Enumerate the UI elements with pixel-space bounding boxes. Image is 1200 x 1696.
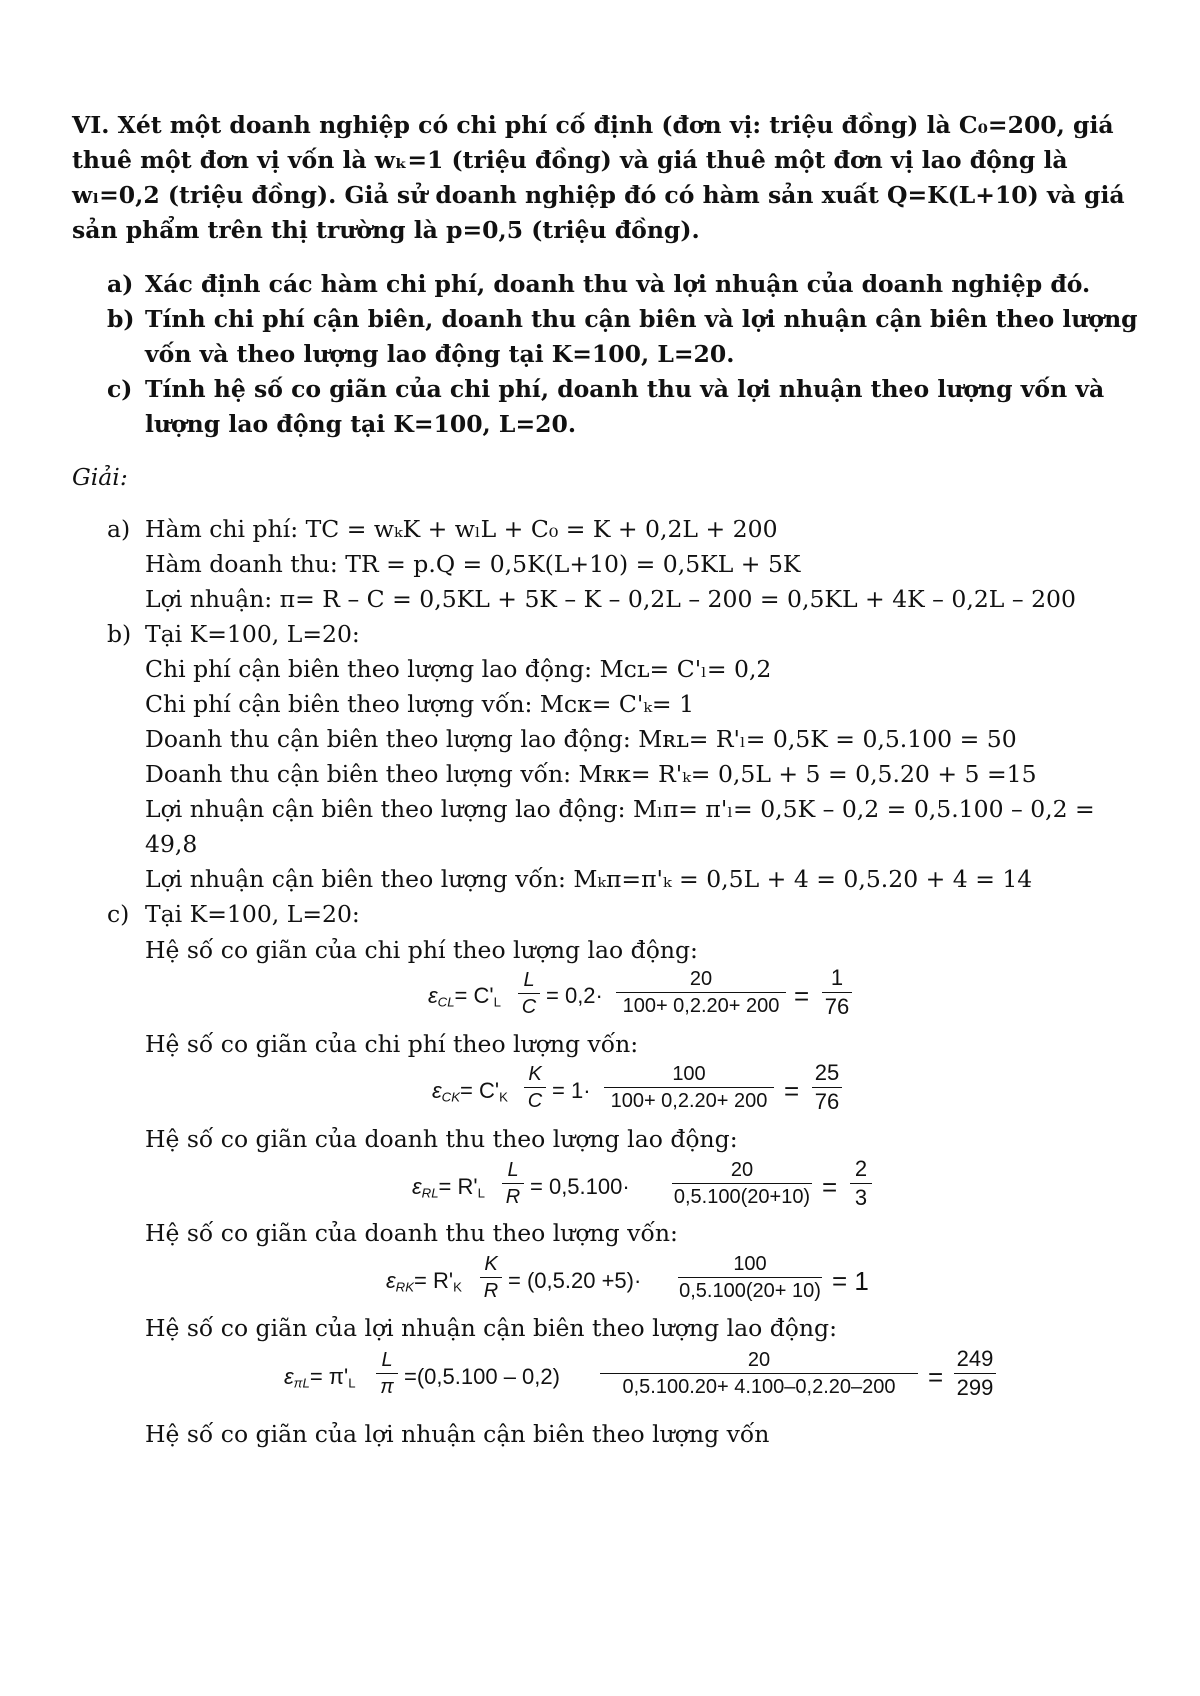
elasticity-revenue-capital-title: Hệ số co giãn của doanh thu theo lượng vốn:	[145, 1219, 678, 1247]
question-b-text-2: vốn và theo lượng lao động tại K=100, L=20.	[145, 340, 735, 368]
equals-sign: =	[822, 1172, 838, 1202]
elasticity-profit-labor-title: Hệ số co giãn của lợi nhuận cận biên theo lượng lao động:	[145, 1314, 838, 1342]
question-a-label: a)	[107, 270, 134, 298]
ratio-fraction: $\frac{L}{R}$	[502, 1160, 524, 1207]
equals-sign: =	[794, 981, 810, 1011]
formula-coefficient: =(0,5.100 – 0,2)	[404, 1364, 560, 1389]
value-fraction: $\frac{20}{0,5.100.20+ 4.100-0,2.20-200}$	[600, 1350, 918, 1397]
value-fraction: $\frac{20}{0,5.100(20+10)}$	[673, 1159, 811, 1208]
formula-coefficient: = 0,2·	[546, 983, 603, 1008]
formula-lhs: $\varepsilon_{\pi L}= \pi'_L$	[284, 1364, 356, 1391]
value-fraction: $\frac{100}{100+ 0,2.20+ 200}$	[604, 1064, 774, 1111]
elasticity-cost-capital-title: Hệ số co giãn của chi phí theo lượng vốn:	[145, 1030, 639, 1058]
elasticity-profit-capital-title: Hệ số co giãn của lợi nhuận cận biên theo lượng vốn	[145, 1420, 770, 1448]
solution-a-label: a)	[107, 515, 131, 543]
elasticity-cost-labor-title: Hệ số co giãn của chi phí theo lượng lao động:	[145, 936, 698, 964]
ratio-fraction: $\frac{L}{\pi}$	[376, 1350, 398, 1397]
result-fraction: $\frac{249}{299}$	[954, 1348, 996, 1399]
formula-coefficient: = 0,5.100·	[530, 1174, 630, 1199]
profit-function: Lợi nhuận: π= R – C = 0,5KL + 5K – K – 0,2L – 200 = 0,5KL + 4K – 0,2L – 200	[145, 585, 1076, 613]
formula-lhs: $\varepsilon_{RK}= R'_K$	[386, 1268, 462, 1295]
result-fraction: $\frac{2}{3}$	[850, 1158, 872, 1209]
ratio-fraction: $\frac{K}{R}$	[480, 1254, 502, 1301]
formula-coefficient: = (0,5.20 +5)·	[508, 1268, 642, 1293]
marginal-revenue-labor: Doanh thu cận biên theo lượng lao động: Mʀʟ= R'ₗ= 0,5K = 0,5.100 = 50	[145, 725, 1017, 753]
equals-sign: =	[784, 1076, 800, 1106]
solution-b-intro: Tại K=100, L=20:	[145, 620, 360, 648]
marginal-profit-labor-cont: 49,8	[145, 830, 198, 858]
solution-heading: Giải:	[72, 463, 128, 491]
cost-function: Hàm chi phí: TC = wₖK + wₗL + C₀ = K + 0,2L + 200	[145, 515, 778, 543]
formula-lhs: $\varepsilon_{RL}= R'_L$	[412, 1174, 485, 1201]
equals-sign: =	[928, 1362, 944, 1392]
marginal-profit-capital: Lợi nhuận cận biên theo lượng vốn: Mₖπ=π'ₖ = 0,5L + 4 = 0,5.20 + 4 = 14	[145, 865, 1033, 893]
revenue-function: Hàm doanh thu: TR = p.Q = 0,5K(L+10) = 0,5KL + 5K	[145, 550, 801, 578]
question-c-text-2: lượng lao động tại K=100, L=20.	[145, 410, 577, 438]
value-fraction: $\frac{100}{0,5.100(20+ 10)}$	[679, 1253, 821, 1302]
elasticity-revenue-labor-title: Hệ số co giãn của doanh thu theo lượng lao động:	[145, 1125, 738, 1153]
marginal-cost-capital: Chi phí cận biên theo lượng vốn: Mᴄᴋ= C'ₖ= 1	[145, 690, 695, 718]
solution-b-label: b)	[107, 620, 132, 648]
marginal-cost-labor: Chi phí cận biên theo lượng lao động: Mᴄʟ= C'ₗ= 0,2	[145, 655, 772, 683]
marginal-revenue-capital: Doanh thu cận biên theo lượng vốn: Mʀᴋ= R'ₖ= 0,5L + 5 = 0,5.20 + 5 =15	[145, 760, 1037, 788]
solution-c-intro: Tại K=100, L=20:	[145, 900, 360, 928]
value-fraction: $\frac{20}{100+ 0,2.20+ 200}$	[616, 969, 786, 1016]
formula-coefficient: = 1·	[552, 1078, 591, 1103]
problem-line-2: thuê một đơn vị vốn là wₖ=1 (triệu đồng) và giá thuê một đơn vị lao động là	[72, 146, 1068, 174]
question-c-text-1: Tính hệ số co giãn của chi phí, doanh thu và lợi nhuận theo lượng vốn và	[145, 375, 1105, 403]
problem-line-1: VI. Xét một doanh nghiệp có chi phí cố định (đơn vị: triệu đồng) là C₀=200, giá	[72, 111, 1114, 139]
problem-line-4: sản phẩm trên thị trường là p=0,5 (triệu đồng).	[72, 216, 700, 244]
ratio-fraction: $\frac{K}{C}$	[524, 1064, 546, 1111]
result-value: = 1	[832, 1266, 869, 1296]
question-a-text: Xác định các hàm chi phí, doanh thu và lợi nhuận của doanh nghiệp đó.	[145, 270, 1091, 298]
result-fraction: $\frac{25}{76}$	[812, 1062, 842, 1113]
question-b-text-1: Tính chi phí cận biên, doanh thu cận biên và lợi nhuận cận biên theo lượng	[145, 305, 1138, 333]
ratio-fraction: $\frac{L}{C}$	[518, 970, 540, 1017]
problem-line-3: wₗ=0,2 (triệu đồng). Giả sử doanh nghiệp đó có hàm sản xuất Q=K(L+10) và giá	[72, 181, 1125, 209]
question-b-label: b)	[107, 305, 135, 333]
solution-c-label: c)	[107, 900, 130, 928]
formula-lhs: $\varepsilon_{CL}= C'_L$	[428, 983, 501, 1010]
question-c-label: c)	[107, 375, 133, 403]
formula-lhs: $\varepsilon_{CK}= C'_K$	[432, 1078, 508, 1105]
result-fraction: $\frac{1}{76}$	[822, 967, 852, 1018]
marginal-profit-labor: Lợi nhuận cận biên theo lượng lao động: Mₗπ= π'ₗ= 0,5K – 0,2 = 0,5.100 – 0,2 =	[145, 795, 1095, 823]
